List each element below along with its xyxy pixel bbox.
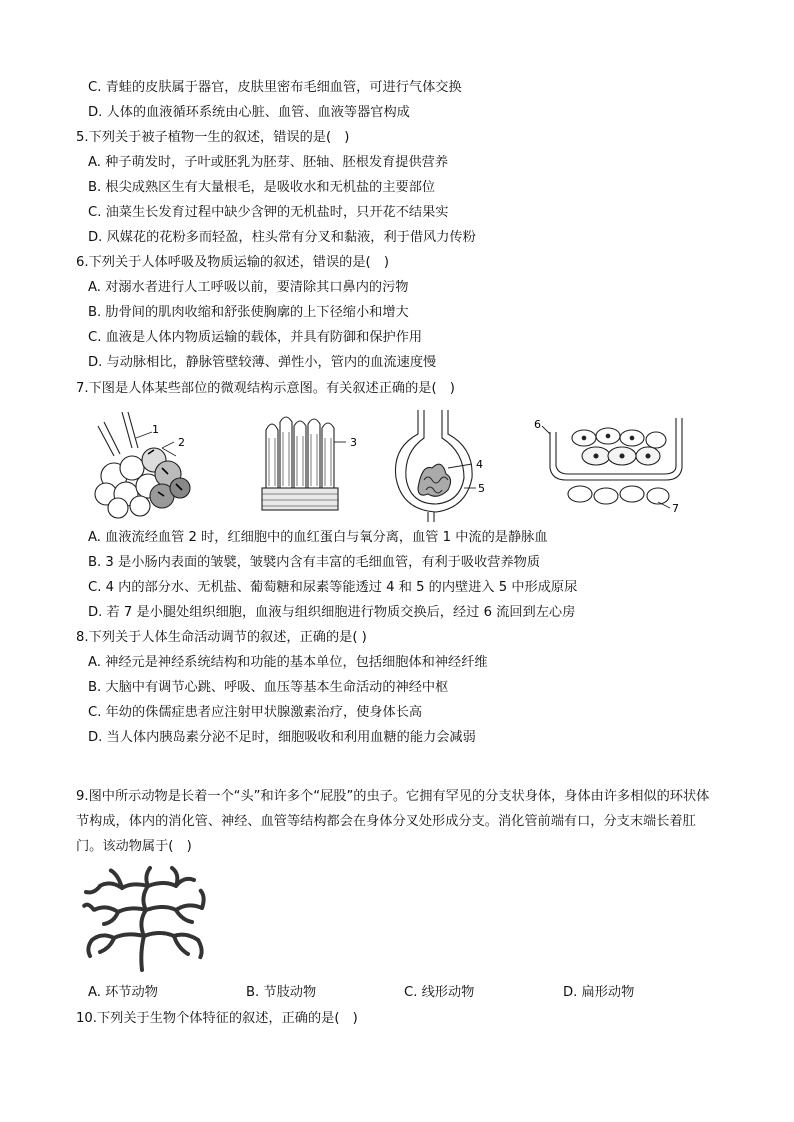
q6-option-a: A. 对溺水者进行人工呼吸以前，要清除其口鼻内的污物 [88, 280, 409, 295]
question-6-stem: 6.下列关于人体呼吸及物质运输的叙述，错误的是( ) [76, 255, 389, 270]
q5-option-a: A. 种子萌发时，子叶或胚乳为胚芽、胚轴、胚根发育提供营养 [88, 155, 449, 170]
alveoli-diagram [95, 412, 190, 518]
q5-option-d: D. 风媒花的花粉多而轻盈，柱头常有分叉和黏液，利于借风力传粉 [88, 230, 476, 245]
figure-label-1: 1 [152, 423, 159, 436]
q9-option-d: D. 扁形动物 [563, 985, 635, 1000]
q7-structure-figure [92, 408, 702, 523]
q6-option-d: D. 与动脉相比，静脉管壁较薄、弹性小，管内的血流速度慢 [88, 355, 437, 370]
figure-label-4: 4 [476, 458, 483, 471]
nephron-glomerulus-diagram [395, 410, 476, 522]
q7-option-b: B. 3 是小肠内表面的皱襞，皱襞内含有丰富的毛细血管，有利于吸收营养物质 [88, 555, 541, 570]
prev-option-d: D. 人体的血液循环系统由心脏、血管、血液等器官构成 [88, 105, 410, 120]
q7-option-c: C. 4 内的部分水、无机盐、葡萄糖和尿素等能透过 4 和 5 的内壁进入 5 中形成原尿 [88, 580, 578, 595]
question-7-stem: 7.下图是人体某些部位的微观结构示意图。有关叙述正确的是( ) [76, 381, 455, 396]
q5-option-b: B. 根尖成熟区生有大量根毛，是吸收水和无机盐的主要部位 [88, 180, 436, 195]
q9-option-c: C. 线形动物 [404, 985, 475, 1000]
question-5-stem: 5.下列关于被子植物一生的叙述，错误的是( ) [76, 130, 350, 145]
q9-options [0, 984, 794, 1004]
tissue-capillary-diagram [542, 418, 682, 508]
q7-option-d: D. 若 7 是小腿处组织细胞，血液与组织细胞进行物质交换后，经过 6 流回到左心房 [88, 605, 576, 620]
q8-option-b: B. 大脑中有调节心跳、呼吸、血压等基本生命活动的神经中枢 [88, 680, 449, 695]
q7-option-a: A. 血液流经血管 2 时，红细胞中的血红蛋白与氧分离，血管 1 中流的是静脉血 [88, 530, 548, 545]
prev-option-c: C. 青蛙的皮肤属于器官，皮肤里密布毛细血管，可进行气体交换 [88, 80, 462, 95]
figure-label-5: 5 [478, 482, 485, 495]
q8-option-c: C. 年幼的侏儒症患者应注射甲状腺激素治疗，使身体长高 [88, 705, 423, 720]
question-10-stem: 10.下列关于生物个体特征的叙述，正确的是( ) [76, 1011, 358, 1026]
q8-option-a: A. 神经元是神经系统结构和功能的基本单位，包括细胞体和神经纤维 [88, 655, 488, 670]
q5-option-c: C. 油菜生长发育过程中缺少含钾的无机盐时，只开花不结果实 [88, 205, 449, 220]
figure-label-6: 6 [534, 418, 541, 431]
question-8-stem: 8.下列关于人体生命活动调节的叙述，正确的是( ) [76, 630, 367, 645]
figure-label-3: 3 [350, 436, 357, 449]
q9-option-b: B. 节肢动物 [246, 985, 317, 1000]
figure-label-2: 2 [178, 436, 185, 449]
branching-worm-figure [80, 862, 210, 974]
q6-option-b: B. 肋骨间的肌肉收缩和舒张使胸廓的上下径缩小和增大 [88, 305, 409, 320]
q8-option-d: D. 当人体内胰岛素分泌不足时，细胞吸收和利用血糖的能力会减弱 [88, 730, 476, 745]
intestine-villi-diagram [262, 417, 346, 510]
q6-option-c: C. 血液是人体内物质运输的载体，并具有防御和保护作用 [88, 330, 423, 345]
question-9-stem: 9.图中所示动物是长着一个“头”和许多个“屁股”的虫子。它拥有罕见的分支状身体，身体由许多相似的环状体节构成，体内的消化管、神经、血管等结构都会在身体分叉处形成分支。消化管前端有口，分支末端长着肛门。该动物属于( ) [76, 789, 710, 854]
q9-option-a: A. 环节动物 [88, 985, 158, 1000]
figure-label-7: 7 [672, 502, 679, 515]
